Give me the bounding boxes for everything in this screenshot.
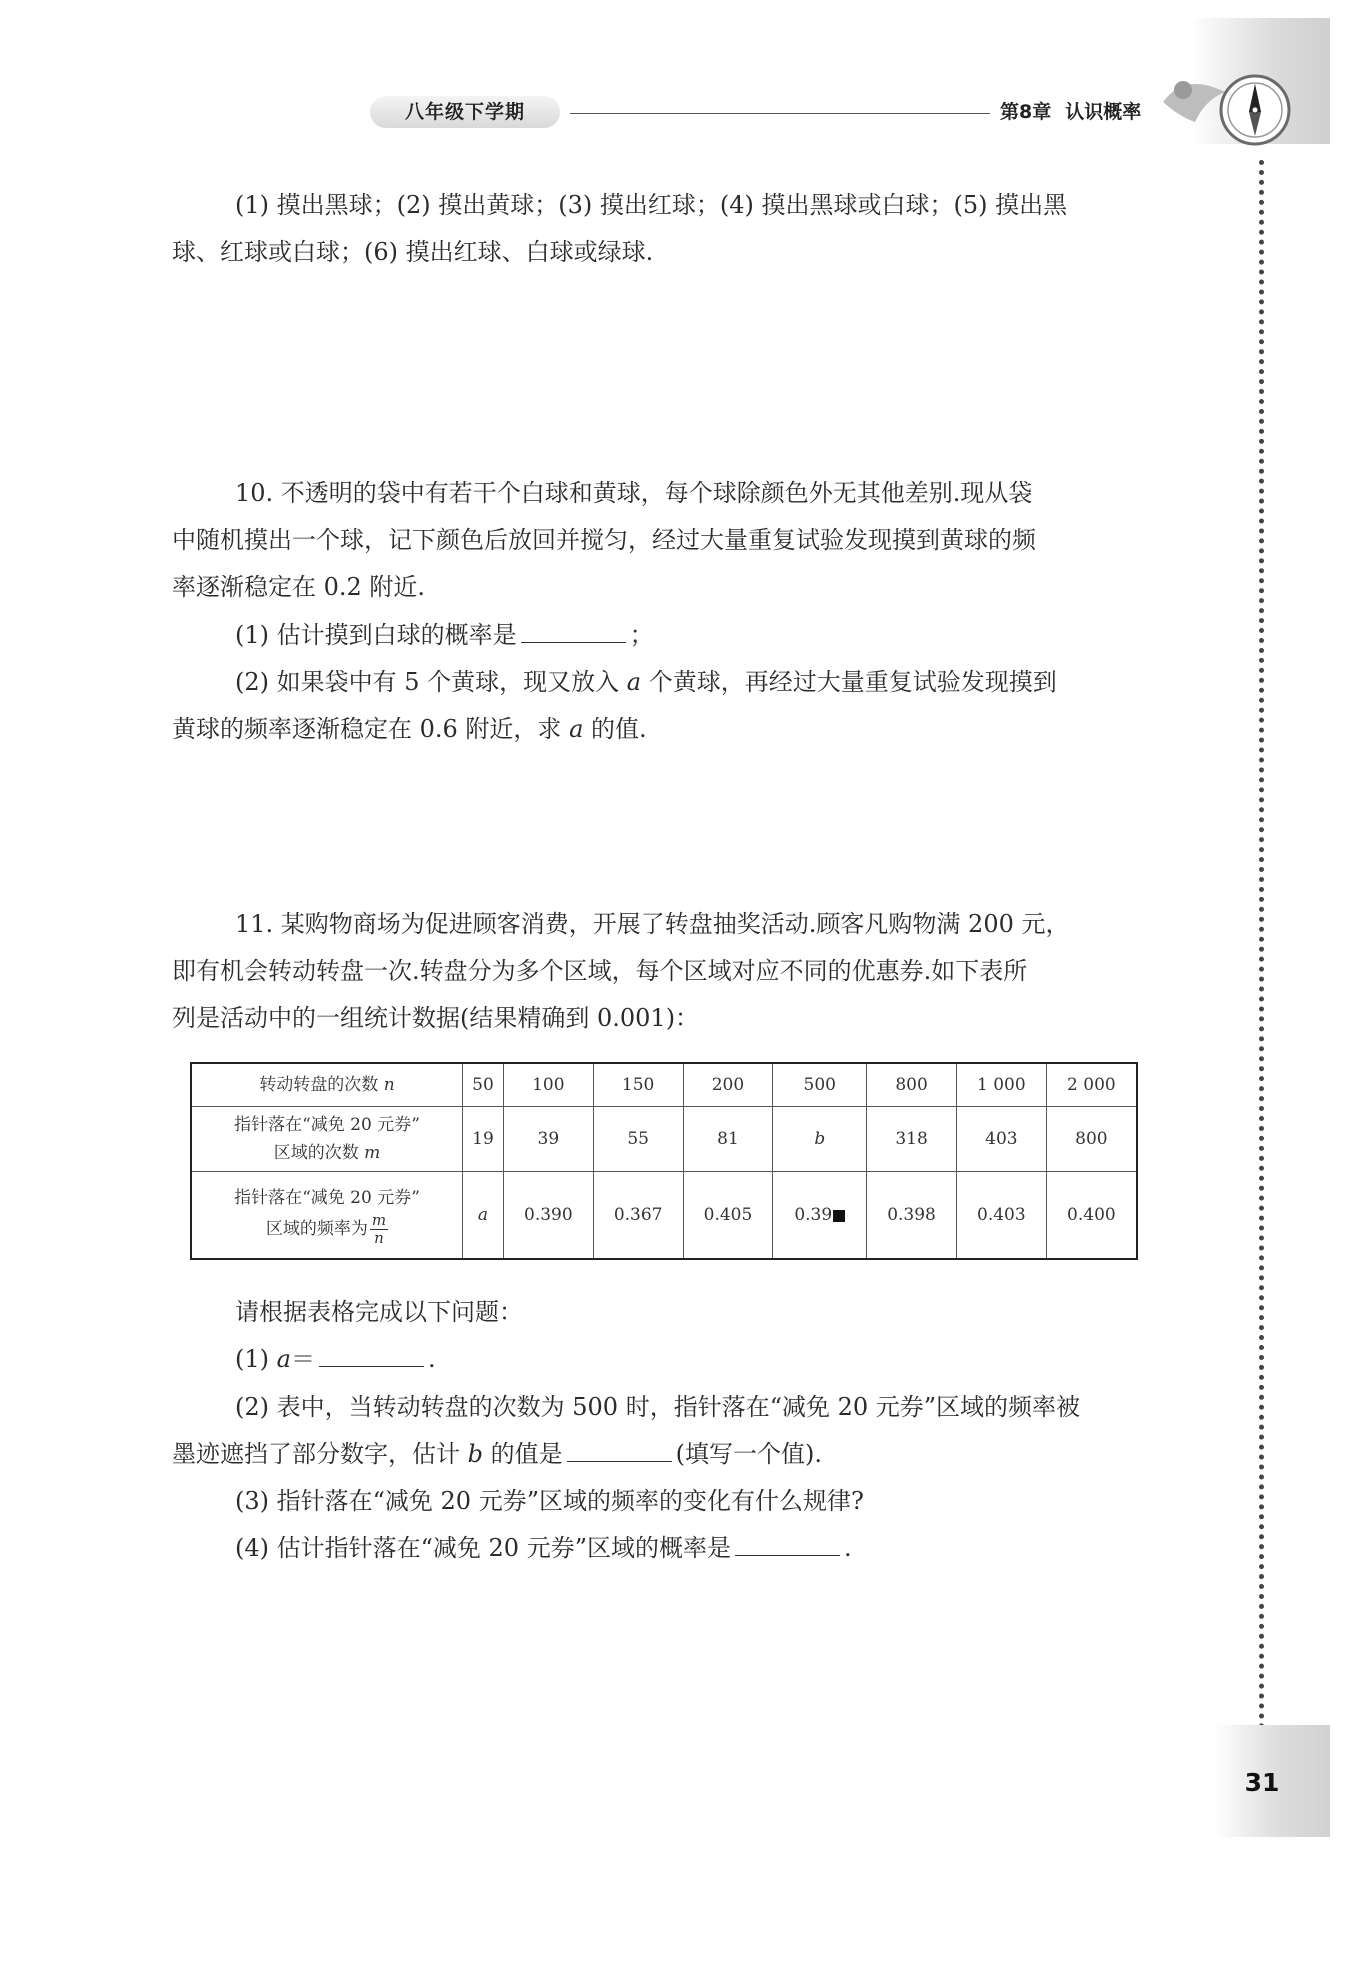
q10-part2-line2 (172, 712, 647, 746)
q10-stem-line: 率逐渐稳定在 0.2 附近. (172, 573, 426, 601)
chapter-number: 第8章 (1000, 101, 1052, 123)
q11-stem-line: 列是活动中的一组统计数据(结果精确到 0.001)： (172, 1004, 700, 1032)
clock-compass-icon (1155, 62, 1295, 152)
table-cell: 0.367 (593, 1172, 683, 1260)
answer-blank (567, 1439, 672, 1462)
table-cell: 0.403 (956, 1172, 1046, 1260)
table-row (191, 1107, 1137, 1172)
q10-part2 (235, 665, 1057, 699)
q10-stem-line: 中随机摸出一个球，记下颜色后放回并搅匀，经过大量重复试验发现摸到黄球的频 (172, 526, 1036, 554)
q11-instruction: 请根据表格完成以下问题： (235, 1298, 523, 1326)
q10-part2-text: 的值. (591, 715, 647, 743)
q11-part2-line1: (2) 表中，当转动转盘的次数为 500 时，指针落在“减免 20 元券”区域的频率被 (235, 1393, 1081, 1421)
table-cell: 318 (867, 1107, 957, 1172)
q10-part2-text: 黄球的频率逐渐稳定在 0.6 附近，求 (172, 715, 562, 743)
variable-a: a (626, 668, 642, 696)
answer-blank (735, 1533, 840, 1556)
answer-blank (521, 620, 626, 643)
q11-stem-line: 即有机会转动转盘一次.转盘分为多个区域，每个区域对应不同的优惠券.如下表所 (172, 957, 1028, 985)
table-cell: 81 (683, 1107, 773, 1172)
q11-part1-label: (1) (235, 1345, 269, 1373)
table-cell: 39 (503, 1107, 593, 1172)
variable-a: a (569, 715, 584, 743)
q10-part1-text: (1) 估计摸到白球的概率是 (235, 621, 517, 649)
table-row (191, 1063, 1137, 1107)
fraction-m-over-n: $\frac{m}{n}$ (371, 1210, 387, 1247)
table-row (191, 1172, 1137, 1260)
table-cell: b (773, 1107, 867, 1172)
grade-label: 八年级下学期 (370, 96, 560, 128)
equals-sign: ＝ (290, 1345, 315, 1373)
table-cell: 19 (463, 1107, 504, 1172)
table-cell: 50 (463, 1063, 504, 1107)
table-cell: 500 (773, 1063, 867, 1107)
q10-part1 (235, 618, 654, 652)
chapter-title: 认识概率 (1065, 101, 1142, 123)
variable-b: b (467, 1440, 484, 1468)
q11-part3: (3) 指针落在“减免 20 元券”区域的频率的变化有什么规律? (235, 1487, 864, 1515)
table-cell: 1 000 (956, 1063, 1046, 1107)
q10-stem-line: 10. 不透明的袋中有若干个白球和黄球，每个球除颜色外无其他差别.现从袋 (235, 479, 1033, 507)
page-number: 31 (1244, 1768, 1280, 1797)
table-cell: 0.390 (503, 1172, 593, 1260)
q10-part1-end: ； (629, 621, 654, 649)
table-cell: 800 (1046, 1107, 1137, 1172)
table-cell: 200 (683, 1063, 773, 1107)
table-cell: 150 (593, 1063, 683, 1107)
q11-part4: (4) 估计指针落在“减免 20 元券”区域的概率是 . (235, 1534, 852, 1562)
table-cell: 403 (956, 1107, 1046, 1172)
table-cell: 0.405 (683, 1172, 773, 1260)
margin-dotted-line (1259, 160, 1264, 1730)
table-cell: 2 000 (1046, 1063, 1137, 1107)
table-cell: 800 (867, 1063, 957, 1107)
q11-part1: (1) a＝ . (235, 1345, 436, 1373)
q10-part2-text: (2) 如果袋中有 5 个黄球，现又放入 (235, 668, 620, 696)
table-cell: 55 (593, 1107, 683, 1172)
row-header-frequency: 指针落在“减免 20 元券” 区域的频率为 $\frac{m}{n}$ (191, 1172, 463, 1260)
prev-question-line: (1) 摸出黑球；(2) 摸出黄球；(3) 摸出红球；(4) 摸出黑球或白球；(5) 摸出黑 (235, 191, 1068, 219)
prev-question-line: 球、红球或白球；(6) 摸出红球、白球或绿球. (172, 238, 654, 266)
table-cell-ink-smudged: 0.39 (773, 1172, 867, 1260)
row-header-hits: 指针落在“减免 20 元券” 区域的次数 m (191, 1107, 463, 1172)
row-header-trials: 转动转盘的次数 n (191, 1063, 463, 1107)
variable-a: a (276, 1345, 291, 1373)
q10-part2-text: 个黄球，再经过大量重复试验发现摸到 (648, 668, 1057, 696)
answer-blank (319, 1344, 424, 1367)
q11-stem-line: 11. 某购物商场为促进顾客消费，开展了转盘抽奖活动.顾客凡购物满 200 元， (235, 910, 1070, 938)
table-cell: 0.398 (867, 1172, 957, 1260)
header-rule (570, 113, 990, 114)
q11-part2-line2: 墨迹遮挡了部分数字，估计 b 的值是 (填写一个值). (172, 1440, 823, 1468)
table-cell: 100 (503, 1063, 593, 1107)
statistics-table (190, 1062, 1138, 1260)
table-cell: a (463, 1172, 504, 1260)
table-cell: 0.400 (1046, 1172, 1137, 1260)
ink-blot (833, 1210, 845, 1222)
chapter-heading (1000, 97, 1141, 127)
